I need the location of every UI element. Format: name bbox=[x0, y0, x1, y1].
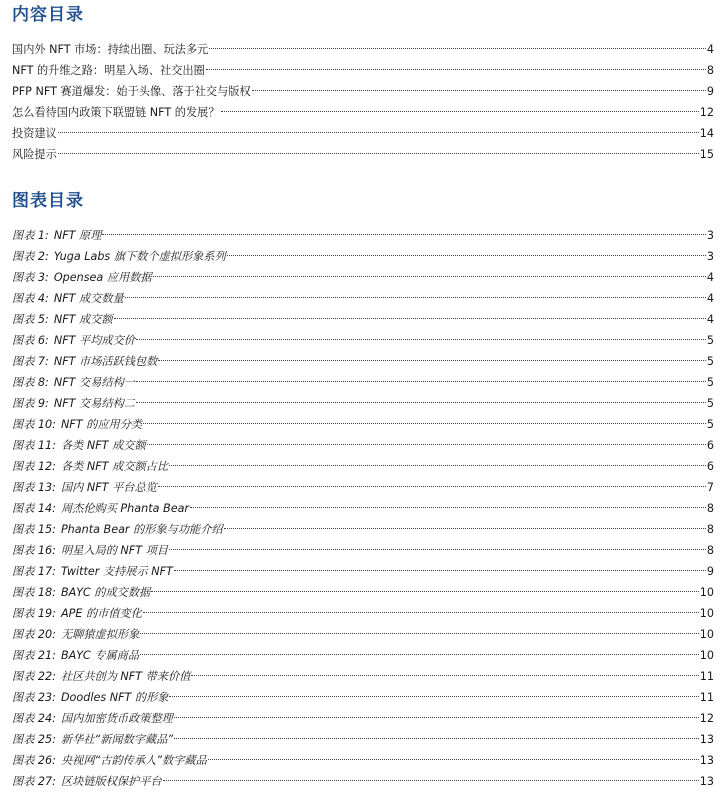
figure-title: 国内 NFT 平台总览 bbox=[60, 481, 157, 494]
figure-page: 5 bbox=[706, 418, 714, 431]
dot-leader bbox=[252, 90, 706, 91]
figure-page: 5 bbox=[706, 376, 714, 389]
figure-title: NFT 原理 bbox=[53, 229, 102, 242]
dot-leader bbox=[208, 759, 699, 760]
figure-page: 10 bbox=[699, 649, 714, 662]
dot-leader bbox=[58, 153, 699, 154]
toc-entry-page: 12 bbox=[699, 106, 714, 120]
figure-title: Phanta Bear 的形象与功能介绍 bbox=[60, 523, 223, 536]
figure-title: NFT 市场活跃钱包数 bbox=[53, 355, 158, 368]
figure-label: 图表 19: bbox=[12, 607, 56, 620]
figure-label: 图表 7: bbox=[12, 355, 49, 368]
figure-label: 图表 14: bbox=[12, 502, 56, 515]
figure-list-entry[interactable] bbox=[12, 624, 714, 645]
dot-leader bbox=[206, 69, 706, 70]
figure-page: 8 bbox=[706, 523, 714, 536]
figure-list-entry[interactable] bbox=[12, 645, 714, 666]
figure-list-entry[interactable] bbox=[12, 561, 714, 582]
figure-label: 图表 23: bbox=[12, 691, 56, 704]
toc-entry[interactable] bbox=[12, 60, 714, 81]
figure-list-heading: 图表目录 bbox=[12, 191, 84, 211]
figure-title: Yuga Labs 旗下数个虚拟形象系列 bbox=[53, 250, 226, 263]
dot-leader bbox=[102, 234, 705, 235]
dot-leader bbox=[143, 612, 699, 613]
figure-list-entry[interactable] bbox=[12, 309, 714, 330]
figure-page: 10 bbox=[699, 607, 714, 620]
dot-leader bbox=[158, 486, 706, 487]
figure-title: 周杰伦购买 Phanta Bear bbox=[60, 502, 190, 515]
figure-list-entry[interactable] bbox=[12, 414, 714, 435]
dot-leader bbox=[153, 276, 706, 277]
dot-leader bbox=[169, 696, 698, 697]
toc-list bbox=[12, 39, 714, 166]
figure-page: 3 bbox=[706, 250, 714, 263]
toc-entry-page: 9 bbox=[706, 85, 714, 99]
figure-title: BAYC 专属商品 bbox=[60, 649, 140, 662]
figure-label: 图表 24: bbox=[12, 712, 56, 725]
figure-list-entry[interactable] bbox=[12, 582, 714, 603]
dot-leader bbox=[174, 717, 699, 718]
toc-entry-page: 14 bbox=[699, 127, 714, 141]
figure-list-entry[interactable] bbox=[12, 687, 714, 708]
dot-leader bbox=[174, 738, 699, 739]
figure-label: 图表 1: bbox=[12, 229, 49, 242]
figure-list-entry[interactable] bbox=[12, 246, 714, 267]
figure-page: 11 bbox=[699, 691, 714, 704]
toc-entry-page: 8 bbox=[706, 64, 714, 78]
figure-page: 13 bbox=[699, 775, 714, 788]
figure-list-entry[interactable] bbox=[12, 477, 714, 498]
figure-page: 11 bbox=[699, 670, 714, 683]
figure-page: 8 bbox=[706, 544, 714, 557]
figure-list-entry[interactable] bbox=[12, 771, 714, 792]
figure-label: 图表 22: bbox=[12, 670, 56, 683]
dot-leader bbox=[224, 528, 706, 529]
figure-page: 10 bbox=[699, 586, 714, 599]
figure-label: 图表 9: bbox=[12, 397, 49, 410]
figure-title: 各类 NFT 成交额 bbox=[60, 439, 146, 452]
figure-label: 图表 3: bbox=[12, 271, 49, 284]
figure-title: NFT 成交额 bbox=[53, 313, 113, 326]
figure-title: NFT 的应用分类 bbox=[60, 418, 143, 431]
figure-page: 6 bbox=[706, 460, 714, 473]
figure-page: 3 bbox=[706, 229, 714, 242]
dot-leader bbox=[190, 507, 706, 508]
figure-page: 13 bbox=[699, 754, 714, 767]
figure-page: 10 bbox=[699, 628, 714, 641]
figure-page: 4 bbox=[706, 313, 714, 326]
figure-list-entry[interactable] bbox=[12, 456, 714, 477]
figure-label: 图表 10: bbox=[12, 418, 56, 431]
figure-list-entry[interactable] bbox=[12, 351, 714, 372]
figure-page: 12 bbox=[699, 712, 714, 725]
toc-entry-title: 怎么看待国内政策下联盟链 NFT 的发展？ bbox=[12, 106, 220, 120]
figure-page: 6 bbox=[706, 439, 714, 452]
figure-label: 图表 17: bbox=[12, 565, 56, 578]
figure-page: 4 bbox=[706, 271, 714, 284]
figure-list-entry[interactable] bbox=[12, 603, 714, 624]
dot-leader bbox=[136, 402, 706, 403]
toc-entry-title: 风险提示 bbox=[12, 148, 57, 162]
figure-label: 图表 15: bbox=[12, 523, 56, 536]
figure-list-entry[interactable] bbox=[12, 729, 714, 750]
dot-leader bbox=[209, 48, 706, 49]
figure-list-entry[interactable] bbox=[12, 498, 714, 519]
figure-label: 图表 4: bbox=[12, 292, 49, 305]
dot-leader bbox=[191, 675, 698, 676]
figure-list-entry[interactable] bbox=[12, 330, 714, 351]
figure-list-entry[interactable] bbox=[12, 288, 714, 309]
figure-title: NFT 交易结构一 bbox=[53, 376, 135, 389]
toc-entry-title: 国内外 NFT 市场：持续出圈、玩法多元 bbox=[12, 43, 209, 56]
figure-label: 图表 8: bbox=[12, 376, 49, 389]
dot-leader bbox=[169, 465, 706, 466]
toc-entry[interactable] bbox=[12, 81, 714, 102]
figure-label: 图表 12: bbox=[12, 460, 56, 473]
figure-label: 图表 26: bbox=[12, 754, 56, 767]
figure-label: 图表 20: bbox=[12, 628, 56, 641]
figure-title: Opensea 应用数据 bbox=[53, 271, 152, 284]
figure-title: Twitter 支持展示 NFT bbox=[60, 565, 173, 578]
figure-label: 图表 5: bbox=[12, 313, 49, 326]
figure-list-entry[interactable] bbox=[12, 267, 714, 288]
figure-list-entry[interactable] bbox=[12, 393, 714, 414]
figure-title: Doodles NFT 的形象 bbox=[60, 691, 169, 704]
figure-title: NFT 成交数量 bbox=[53, 292, 124, 305]
figure-page: 5 bbox=[706, 355, 714, 368]
dot-leader bbox=[114, 318, 706, 319]
figure-label: 图表 25: bbox=[12, 733, 56, 746]
figure-list-entry[interactable] bbox=[12, 708, 714, 729]
figure-title: 明星入局的 NFT 项目 bbox=[60, 544, 169, 557]
figure-list-entry[interactable] bbox=[12, 750, 714, 771]
figure-list-entry[interactable] bbox=[12, 540, 714, 561]
dot-leader bbox=[143, 423, 706, 424]
figure-label: 图表 27: bbox=[12, 775, 56, 788]
figure-title: 央视网“古韵传承人”数字藏品 bbox=[60, 754, 207, 767]
figure-label: 图表 21: bbox=[12, 649, 56, 662]
figure-list-entry[interactable] bbox=[12, 372, 714, 393]
figure-label: 图表 6: bbox=[12, 334, 49, 347]
figure-label: 图表 18: bbox=[12, 586, 56, 599]
dot-leader bbox=[169, 549, 706, 550]
figure-page: 5 bbox=[706, 397, 714, 410]
figure-list-entry[interactable] bbox=[12, 519, 714, 540]
figure-title: 各类 NFT 成交额占比 bbox=[60, 460, 169, 473]
dot-leader bbox=[227, 255, 706, 256]
dot-leader bbox=[58, 132, 699, 133]
figure-title: NFT 交易结构二 bbox=[53, 397, 135, 410]
dot-leader bbox=[136, 339, 706, 340]
dot-leader bbox=[158, 360, 706, 361]
figure-title: 新华社“新闻数字藏品” bbox=[60, 733, 174, 746]
dot-leader bbox=[140, 654, 699, 655]
dot-leader bbox=[125, 297, 706, 298]
figure-label: 图表 13: bbox=[12, 481, 56, 494]
toc-entry[interactable] bbox=[12, 144, 714, 165]
toc-heading: 内容目录 bbox=[12, 5, 84, 25]
dot-leader bbox=[163, 780, 699, 781]
figure-label: 图表 11: bbox=[12, 439, 56, 452]
figure-list-entry[interactable] bbox=[12, 435, 714, 456]
dot-leader bbox=[136, 381, 706, 382]
toc-entry-page: 4 bbox=[706, 43, 714, 56]
figure-list-entry[interactable] bbox=[12, 225, 714, 246]
figure-list bbox=[12, 225, 714, 792]
dot-leader bbox=[174, 570, 706, 571]
figure-title: BAYC 的成交数据 bbox=[60, 586, 151, 599]
toc-entry[interactable] bbox=[12, 39, 714, 60]
figure-title: APE 的市值变化 bbox=[60, 607, 142, 620]
toc-entry-title: NFT 的升维之路：明星入场、社交出圈 bbox=[12, 64, 205, 78]
toc-entry-title: PFP NFT 赛道爆发：始于头像、落于社交与版权 bbox=[12, 85, 251, 99]
figure-page: 9 bbox=[706, 565, 714, 578]
figure-title: 社区共创为 NFT 带来价值 bbox=[60, 670, 191, 683]
dot-leader bbox=[147, 444, 706, 445]
toc-entry-title: 投资建议 bbox=[12, 127, 57, 141]
toc-entry[interactable] bbox=[12, 123, 714, 144]
figure-title: 区块链版权保护平台 bbox=[60, 775, 162, 788]
dot-leader bbox=[140, 633, 698, 634]
figure-title: 国内加密货币政策整理 bbox=[60, 712, 173, 725]
dot-leader bbox=[221, 111, 699, 112]
figure-list-entry[interactable] bbox=[12, 666, 714, 687]
figure-title: 无聊猿虚拟形象 bbox=[60, 628, 140, 641]
figure-page: 5 bbox=[706, 334, 714, 347]
figure-page: 7 bbox=[706, 481, 714, 494]
figure-label: 图表 16: bbox=[12, 544, 56, 557]
toc-entry[interactable] bbox=[12, 102, 714, 123]
figure-title: NFT 平均成交价 bbox=[53, 334, 135, 347]
figure-page: 13 bbox=[699, 733, 714, 746]
figure-page: 8 bbox=[706, 502, 714, 515]
toc-entry-page: 15 bbox=[699, 148, 714, 162]
figure-page: 4 bbox=[706, 292, 714, 305]
figure-label: 图表 2: bbox=[12, 250, 49, 263]
dot-leader bbox=[151, 591, 699, 592]
